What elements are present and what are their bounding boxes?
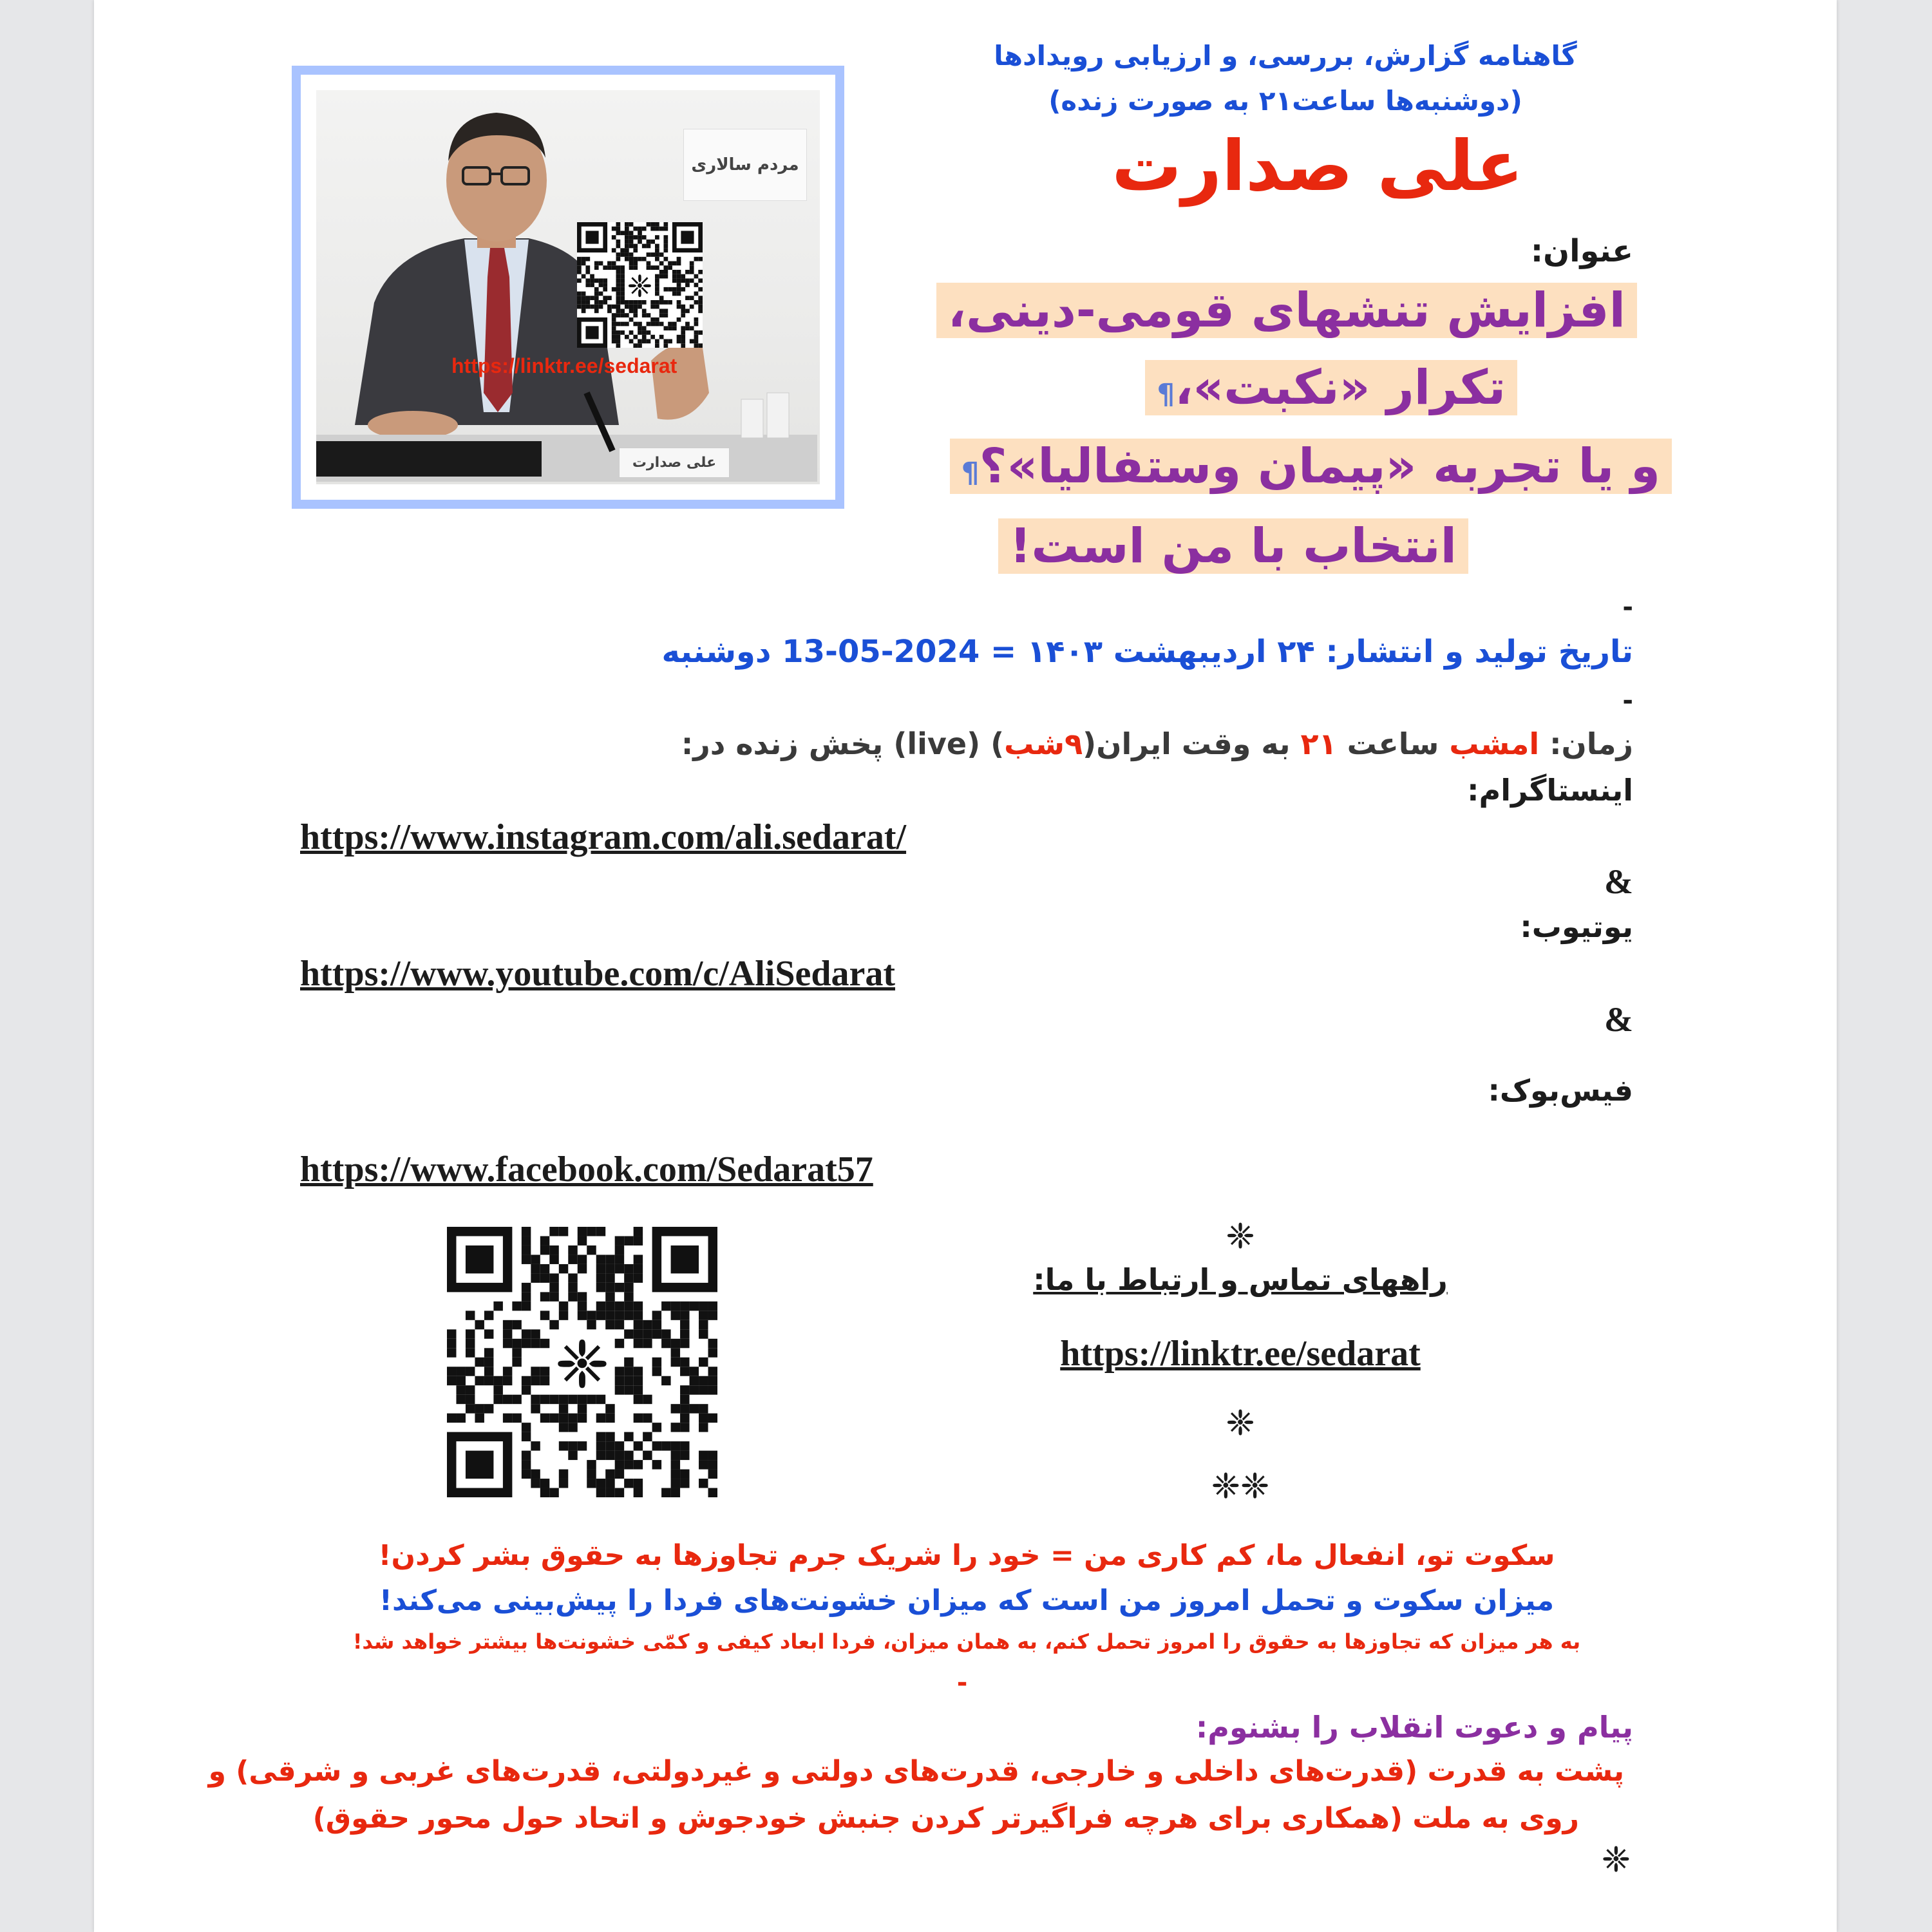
person-illustration — [316, 90, 817, 482]
message-line-2: روی به ملت (همکاری برای هرچه فراگیرتر کردن جنبش خودجوش و اتحاد حول محور حقوق) — [312, 1802, 1579, 1835]
contact-qr-code — [447, 1227, 717, 1497]
title-label: عنوان: — [1530, 233, 1633, 269]
svg-text:❈: ❈ — [627, 269, 653, 305]
slogan-1: سکوت تو، انفعال ما، کم کاری من = خود را شریک جرم تجاوزها به حقوق بشر کردن! — [378, 1539, 1555, 1572]
photo-overlay-url: https://linktr.ee/sedarat — [451, 354, 677, 377]
star-icon: ❈ — [1601, 1839, 1631, 1880]
star-icon: ❈ — [1226, 1216, 1255, 1256]
separator-dash-1: - — [1622, 592, 1633, 622]
author-photo-frame — [292, 66, 844, 509]
broadcast-time: زمان: امشب ساعت ۲۱ به وقت ایران(۹شب) (live) پخش زنده در: — [681, 726, 1633, 761]
youtube-link[interactable]: https://www.youtube.com/c/AliSedarat — [300, 954, 895, 994]
photo-qr-code — [577, 222, 703, 348]
document-page — [94, 0, 1837, 1932]
header-line-1: گاهنامه گزارش، بررسی، و ارزیابی رویدادها — [994, 40, 1577, 71]
slogan-3: به هر میزان که تجاوزها به حقوق را امروز تحمل کنم، به همان میزان، فردا ابعاد کیفی و کمّی خشونت‌ها بیشتر خواهد شد! — [352, 1629, 1581, 1654]
ampersand-1: & — [1604, 862, 1633, 901]
photo-nameplate: علی صدارت — [619, 448, 730, 478]
author-name: علی صدارت — [1112, 126, 1524, 207]
slogan-2: میزان سکوت و تحمل امروز من است که میزان خشونت‌های فردا را پیش‌بینی می‌کند! — [379, 1584, 1555, 1617]
header-line-2: (دوشنبه‌ها ساعت۲۱ به صورت زنده) — [1048, 85, 1522, 117]
youtube-label: یوتیوب: — [1520, 909, 1633, 944]
message-line-1: پشت به قدرت (قدرت‌های داخلی و خارجی، قدرت‌های دولتی و غیردولتی، قدرت‌های غربی و شرقی) و — [208, 1755, 1624, 1788]
contact-label: راههای تماس و ارتباط با ما: — [1033, 1262, 1448, 1297]
linktree-link[interactable]: https://linktr.ee/sedarat — [1060, 1334, 1421, 1374]
publish-date: تاریخ تولید و انتشار: ۲۴ اردیبهشت ۱۴۰۳ = 2024-05-13 دوشنبه — [661, 634, 1633, 670]
instagram-label: اینستاگرام: — [1467, 773, 1633, 808]
star-icon: ❈ — [1226, 1403, 1255, 1443]
double-star-icon: ❈❈ — [1211, 1466, 1270, 1506]
instagram-link[interactable]: https://www.instagram.com/ali.sedarat/ — [300, 817, 907, 857]
message-label: پیام و دعوت انقلاب را بشنوم: — [1195, 1710, 1633, 1745]
author-photo — [316, 90, 820, 484]
separator-dash-2: - — [1622, 686, 1633, 715]
title-line-2: تکرار «نکبت»،¶ — [1145, 361, 1517, 415]
separator-dash-3: - — [956, 1668, 968, 1698]
title-line-3: و یا تجربه «پیمان وستفالیا»؟¶ — [950, 439, 1672, 494]
title-line-1: افزایش تنشهای قومی-دینی، — [936, 283, 1637, 338]
photo-sign: مردم سالاری — [683, 129, 807, 201]
title-line-4: انتخاب با من است! — [998, 519, 1468, 574]
svg-text:❈: ❈ — [554, 1327, 610, 1403]
facebook-label: فیس‌بوک: — [1488, 1073, 1633, 1108]
ampersand-2: & — [1604, 1000, 1633, 1039]
facebook-link[interactable]: https://www.facebook.com/Sedarat57 — [300, 1150, 873, 1189]
